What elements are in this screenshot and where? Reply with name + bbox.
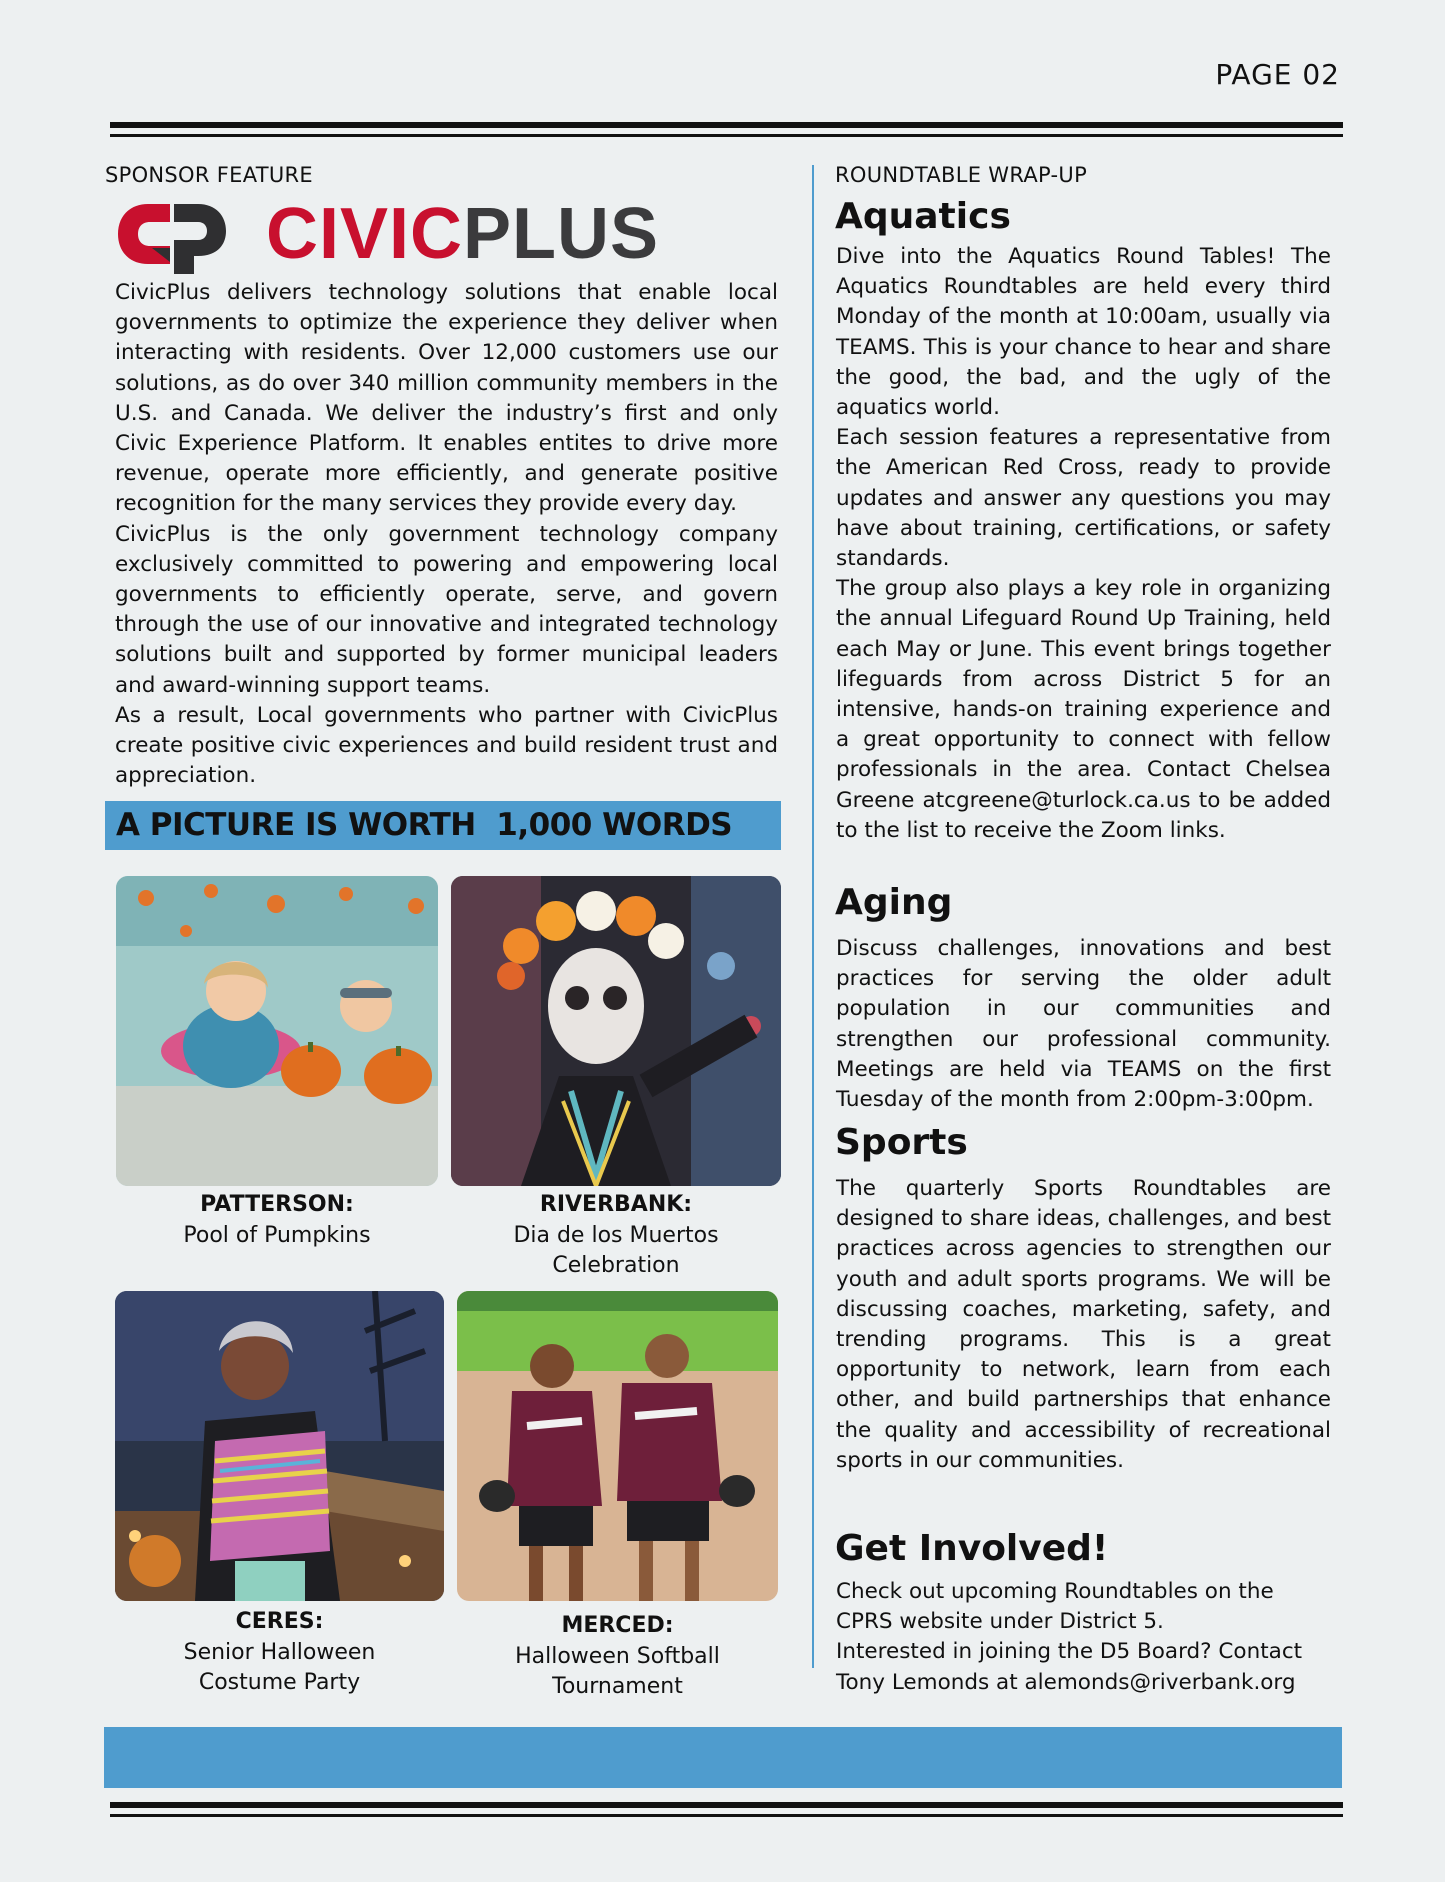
photo-merced <box>457 1291 778 1601</box>
caption-place: CERES: <box>235 1609 324 1634</box>
sports-heading: Sports <box>835 1122 968 1163</box>
get-involved-paragraph: Interested in joining the D5 Board? Contact Tony Lemonds at alemonds@riverbank.org <box>836 1639 1303 1695</box>
caption-title: Costume Party <box>198 1670 361 1695</box>
aging-paragraph: Discuss challenges, innovations and best practices for serving the older adult population in our communities and strengthen our professional community. Meetings are held via TEAMS on the first Tuesday of the month from 2:00pm-3:00pm. <box>836 936 1331 1113</box>
gallery-banner <box>105 801 781 850</box>
get-involved-paragraph: Check out upcoming Roundtables on the CPRS website under District 5. <box>836 1579 1274 1635</box>
footer-rule-thin <box>110 1814 1343 1817</box>
aquatics-paragraph: Each session features a representative from the American Red Cross, ready to provide updates and answer any questions you may have about training, certifications, or safety standards. <box>836 425 1331 572</box>
get-involved-body <box>836 1577 1331 1698</box>
softball-tournament-image <box>457 1291 778 1601</box>
aging-body <box>836 934 1331 1115</box>
sponsor-body <box>115 278 778 791</box>
sponsor-paragraph: CivicPlus is the only government technology company exclusively committed to powering and empowering local governments to efficiently operate, serve, and govern through the use of our innovative and integrated technology solutions built and supported by former municipal leaders and award-winning support teams. <box>115 521 778 698</box>
aging-heading: Aging <box>835 882 953 923</box>
logo-text-civic: CIVIC <box>266 194 464 274</box>
aquatics-body <box>836 242 1331 846</box>
caption-title: Senior Halloween <box>183 1639 376 1665</box>
sponsor-paragraph: As a result, Local governments who partner with CivicPlus create positive civic experiences and build resident trust and appreciation. <box>115 702 778 789</box>
logo-text-plus: PLUS <box>463 194 660 274</box>
sponsor-paragraph: CivicPlus delivers technology solutions that enable local governments to optimize the experience they deliver when interacting with residents. Over 12,000 customers use our solutions, as do over 340 million community members in the U.S. and Canada. We deliver the industry’s first and only Civic Experience Platform. It enables entites to drive more revenue, operate more efficiently, and generate positive recognition for the many services they provide every day. <box>115 280 778 517</box>
page-number: PAGE 02 <box>1215 58 1340 91</box>
gallery-banner-text: A PICTURE IS WORTH 1,000 WORDS <box>116 807 733 843</box>
aquatics-heading: Aquatics <box>835 196 1011 237</box>
get-involved-heading: Get Involved! <box>835 1528 1109 1569</box>
caption-merced <box>457 1611 778 1703</box>
civicplus-logo <box>112 193 659 275</box>
civicplus-logo-icon <box>112 194 232 274</box>
sponsor-section-label: SPONSOR FEATURE <box>105 163 313 187</box>
caption-patterson <box>116 1190 438 1251</box>
photo-ceres <box>115 1291 444 1601</box>
caption-ceres <box>115 1607 444 1699</box>
photo-riverbank <box>451 876 781 1186</box>
caption-title: Tournament <box>552 1674 683 1699</box>
caption-title: Celebration <box>552 1253 680 1278</box>
senior-halloween-image <box>115 1291 444 1601</box>
caption-place: MERCED: <box>561 1613 674 1638</box>
caption-place: RIVERBANK: <box>539 1192 693 1217</box>
caption-title: Dia de los Muertos <box>513 1222 719 1248</box>
pool-pumpkins-image <box>116 876 438 1186</box>
dia-de-los-muertos-image <box>451 876 781 1186</box>
sports-paragraph: The quarterly Sports Roundtables are designed to share ideas, challenges, and best practices across agencies to strengthen our youth and adult sports programs. We will be discussing coaches, marketing, safety, and trending programs. This is a great opportunity to network, learn from each other, and build partnerships that enhance the quality and accessibility of recreational sports in our communities. <box>836 1176 1331 1473</box>
aquatics-paragraph: The group also plays a key role in organizing the annual Lifeguard Round Up Training, held each May or June. This event brings together lifeguards from across District 5 for an intensive, hands-on training experience and a great opportunity to connect with fellow professionals in the area. Contact Chelsea Greene atcgreene@turlock.ca.us to be added to the list to receive the Zoom links. <box>836 576 1331 843</box>
column-divider <box>812 165 814 1668</box>
roundtable-section-label: ROUNDTABLE WRAP-UP <box>835 163 1088 187</box>
caption-title: Halloween Softball <box>515 1643 720 1669</box>
caption-place: PATTERSON: <box>200 1192 354 1217</box>
caption-title: Pool of Pumpkins <box>183 1222 371 1248</box>
header-rule-thin <box>110 134 1343 137</box>
aquatics-paragraph: Dive into the Aquatics Round Tables! The Aquatics Roundtables are held every third Monday of the month at 10:00am, usually via TEAMS. This is your chance to hear and share the good, the bad, and the ugly of the aquatics world. <box>836 244 1331 421</box>
caption-riverbank <box>451 1190 781 1282</box>
footer-band <box>104 1727 1342 1788</box>
footer-rule-thick <box>110 1802 1343 1808</box>
photo-patterson <box>116 876 438 1186</box>
header-rule-thick <box>110 122 1343 128</box>
sports-body <box>836 1174 1331 1476</box>
